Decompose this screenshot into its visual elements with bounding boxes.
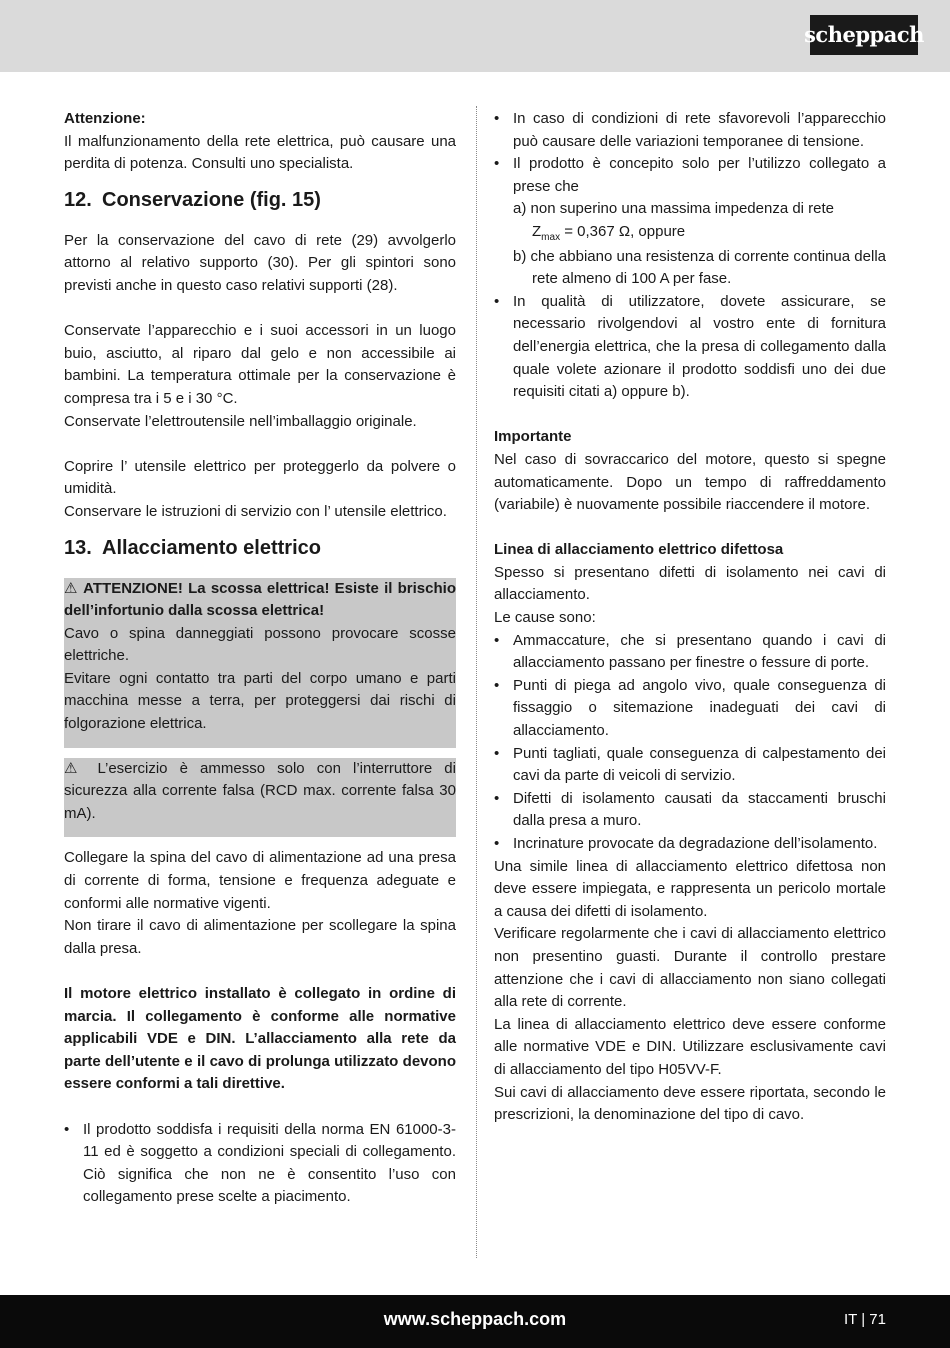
list-item: • Punti tagliati, quale conseguenza di calpestamento dei cavi da parte di veicoli di servizio. (494, 743, 886, 788)
user-responsibility-list (494, 291, 886, 404)
rcd-warning-text: L’esercizio è ammesso solo con l’interruttore di sicurezza alla corrente falsa (RCD max. corrente falsa 30 mA). (64, 759, 456, 822)
important-title: Importante (494, 428, 572, 446)
storage-cable-text: Per la conservazione del cavo di rete (29) avvolgerlo attorno al relativo supporto (30). Per gli spintori sono previsti anche in questo caso relativi supporti (28). (64, 231, 456, 294)
section-13-heading (64, 534, 456, 562)
section-13-number: 13. (64, 536, 92, 559)
footer-bar (0, 1295, 950, 1348)
storage-cover-text: Coprire l’ utensile elettrico per proteggerlo da polvere o umidità. (64, 457, 456, 498)
right-column (494, 108, 886, 1127)
warning-triangle-icon: ⚠ (64, 579, 79, 597)
electric-shock-warning-bold: ATTENZIONE! La scossa elettrica! Esiste il brischio dell’infortunio dalla scossa elettrica! (64, 579, 456, 620)
causes-list (494, 630, 886, 856)
cable-norms-text: La linea di allacciamento elettrico deve essere conforme alle normative VDE e DIN. Utilizzare esclusivamente cavi di allacciamento del tipo H05VV-F. (494, 1015, 886, 1078)
defective-line-intro: Spesso si presentano difetti di isolamento nei cavi di allacciamento. (494, 563, 886, 604)
left-column (64, 108, 456, 1209)
list-item: • Difetti di isolamento causati da staccamenti bruschi dalla presa a muro. (494, 788, 886, 833)
website-link[interactable]: www.scheppach.com (383, 1309, 567, 1329)
section-13-title: Allacciamento elettrico (102, 536, 321, 559)
section-12-number: 12. (64, 188, 92, 211)
cable-marking-text: Sui cavi di allacciamento deve essere riportata, secondo le prescrizioni, la denominazione del tipo di cavo. (494, 1083, 886, 1124)
causes-intro: Le cause sono: (494, 609, 596, 627)
current-condition-b: b) che abbiano una resistenza di corrente continua della rete almeno di 100 A per fase. (513, 247, 886, 288)
electric-shock-warning-title (64, 578, 456, 623)
scheppach-logo: scheppach (810, 15, 918, 55)
warning-triangle-icon: ⚠ (64, 759, 86, 777)
rcd-warning-box (64, 758, 456, 838)
unplug-text: Non tirare il cavo di alimentazione per scollegare la spina dalla presa. (64, 917, 456, 957)
list-item: • In qualità di utilizzatore, dovete assicurare, se necessario rivolgendovi al vostro ente di fornitura dell’energia elettrica, che la presa di collegamento dalla quale volete azionare il prodotto soddisfi uno dei due requisiti citati a) oppure b). (494, 291, 886, 404)
defective-line-danger-text: Una simile linea di allacciamento elettrico difettosa non deve essere impiegata, e rappresenta un pericolo mortale a causa dei difetti di isolamento. (494, 857, 886, 920)
column-divider (476, 106, 477, 1258)
important-text: Nel caso di sovraccarico del motore, questo si spegne automaticamente. Dopo un tempo di raffreddamento (variabile) è nuovamente possibile riaccendere il motore. (494, 450, 886, 514)
avoid-contact-text: Evitare ogni contatto tra parti del corpo umano e parti macchina messe a terra, per proteggersi dai rischi di folgorazione elettrica. (64, 669, 456, 733)
defective-line-title: Linea di allacciamento elettrico difettosa (494, 541, 784, 559)
list-item: • Ammaccature, che si presentano quando i cavi di allacciamento passano per finestre o fessure di porte. (494, 630, 886, 675)
list-item: • Incrinature provocate da degradazione dell’isolamento. (494, 833, 886, 856)
impedance-condition-a: a) non superino una massima impedenza di rete $Z_{max} = 0,367$ Ω, oppure (513, 200, 835, 243)
header-bar (0, 0, 950, 72)
section-12-heading (64, 186, 456, 214)
damaged-cable-text: Cavo o spina danneggiati possono provocare scosse elettriche. (64, 624, 456, 665)
check-cables-text: Verificare regolarmente che i cavi di allacciamento elettrico non presentino guasti. Durante il controllo prestare attenzione che i cavi di allacciamento non siano collegati alla rete di corrente. (494, 925, 886, 1011)
storage-conditions-text: Conservate l’apparecchio e i suoi accessori in un luogo buio, asciutto, al riparo dal gelo e non accessibile ai bambini. La temperatura ottimale per la conservazione è compresa tra i 5 e i 30 °C. (64, 322, 456, 407)
page-number: IT | 71 (844, 1311, 886, 1328)
attention-title: Attenzione: (64, 110, 146, 127)
rcd-warning-text-line (64, 758, 456, 826)
attention-text: Il malfunzionamento della rete elettrica, può causare una perdita di potenza. Consulti uno specialista. (64, 132, 456, 173)
electric-shock-warning-box (64, 578, 456, 748)
motor-compliance-text: Il motore elettrico installato è collegato in ordine di marcia. Il collegamento è conforme alle normative applicabili VDE e DIN. L’allacciamento alla rete da parte dell’utente e il cavo di prolunga utilizzato devono essere conformi a tali direttive. (64, 985, 456, 1093)
list-item: • Punti di piega ad angolo vivo, quale conseguenza di fissaggio o sitemazione inadeguati dei cavi di allacciamento. (494, 675, 886, 743)
list-item: • Il prodotto è concepito solo per l’utilizzo collegato a prese che (494, 153, 886, 198)
grid-conditions-list (494, 108, 886, 198)
en-norm-list (64, 1119, 456, 1209)
storage-instructions-text: Conservare le istruzioni di servizio con l’ utensile elettrico. (64, 502, 447, 520)
storage-packaging-text: Conservate l’elettroutensile nell’imballaggio originale. (64, 412, 417, 430)
list-item: • Il prodotto soddisfa i requisiti della norma EN 61000-3-11 ed è soggetto a condizioni speciali di collegamento. Ciò significa che non ne è consentito l’uso con collegamento prese scelte a piacimento. (64, 1119, 456, 1209)
connect-plug-text: Collegare la spina del cavo di alimentazione ad una presa di corrente di forma, tensione e frequenza adeguate e conformi alle normative vigenti. (64, 849, 456, 912)
list-item: • In caso di condizioni di rete sfavorevoli l’apparecchio può causare delle variazioni temporanee di tensione. (494, 108, 886, 153)
section-12-title: Conservazione (fig. 15) (102, 188, 321, 211)
